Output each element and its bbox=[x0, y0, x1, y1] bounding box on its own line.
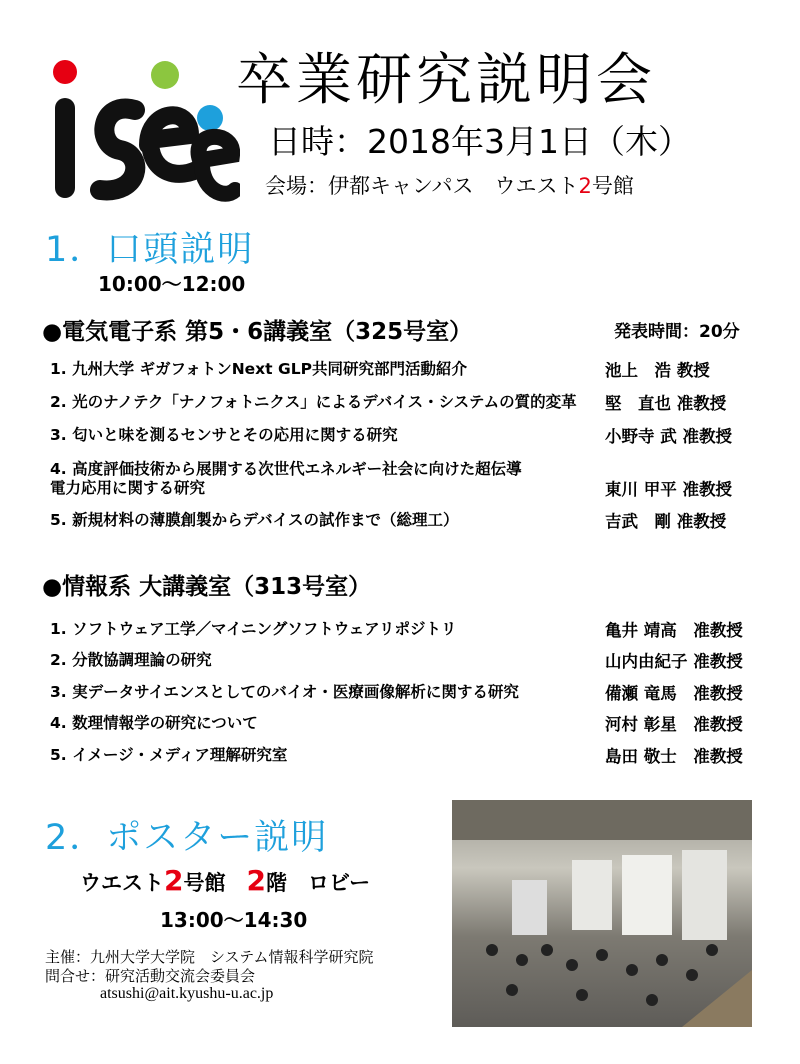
duration: 発表時間：20分 bbox=[614, 322, 740, 342]
oral-heading: 1．口頭説明 bbox=[45, 230, 255, 270]
presenter: 池上 浩 教授 bbox=[605, 361, 710, 380]
presenter: 備瀬 竜馬 准教授 bbox=[605, 684, 743, 703]
oral-time: 10:00～12:00 bbox=[98, 272, 246, 296]
list-item: 3. 実データサイエンスとしてのバイオ・医療画像解析に関する研究 bbox=[50, 683, 519, 701]
list-item: 1. 九州大学 ギガフォトンNext GLP共同研究部門活動紹介 bbox=[50, 360, 467, 378]
list-item: 4. 高度評価技術から展開する次世代エネルギー社会に向けた超伝導 bbox=[50, 460, 522, 478]
page-title: 卒業研究説明会 bbox=[236, 48, 656, 113]
list-item: 1. ソフトウェア工学／マイニングソフトウェアリポジトリ bbox=[50, 620, 457, 638]
list-item: 2. 分散協調理論の研究 bbox=[50, 651, 212, 669]
list-item: 5. 新規材料の薄膜創製からデバイスの試作まで（総理工） bbox=[50, 511, 459, 529]
presenter: 吉武 剛 准教授 bbox=[605, 512, 727, 531]
event-venue: 会場：伊都キャンパス ウエスト2号館 bbox=[265, 174, 634, 198]
contact-email[interactable]: atsushi@ait.kyushu-u.ac.jp bbox=[100, 985, 274, 1002]
event-date: 日時：2018年3月1日（木） bbox=[268, 122, 691, 161]
presenter: 河村 彰星 准教授 bbox=[605, 715, 743, 734]
list-item-cont: 電力応用に関する研究 bbox=[50, 479, 206, 497]
ee-room: ●電気電子系 第5・6講義室（325号室） bbox=[42, 319, 473, 345]
poster-location: ウエスト2号館 2階 ロビー bbox=[80, 864, 371, 897]
list-item: 2. 光のナノテク「ナノフォトニクス」によるデバイス・システムの質的変革 bbox=[50, 393, 577, 411]
presenter: 堅 直也 准教授 bbox=[605, 394, 727, 413]
info-room: ●情報系 大講義室（313号室） bbox=[42, 574, 372, 600]
list-item: 3. 匂いと味を測るセンサとその応用に関する研究 bbox=[50, 426, 398, 444]
isee-logo bbox=[40, 50, 240, 210]
presenter: 東川 甲平 准教授 bbox=[605, 480, 732, 499]
poster-heading: 2．ポスター説明 bbox=[45, 818, 329, 858]
presenter: 亀井 靖高 准教授 bbox=[605, 621, 743, 640]
poster-session-photo bbox=[452, 800, 752, 1027]
presenter: 山内由紀子 准教授 bbox=[605, 652, 743, 671]
poster-time: 13:00～14:30 bbox=[160, 908, 308, 932]
organizer: 主催：九州大学大学院 システム情報科学研究院 bbox=[45, 948, 374, 966]
contact: 問合せ：研究活動交流会委員会 bbox=[45, 967, 256, 985]
presenter: 小野寺 武 准教授 bbox=[605, 427, 732, 446]
list-item: 5. イメージ・メディア理解研究室 bbox=[50, 746, 288, 764]
list-item: 4. 数理情報学の研究について bbox=[50, 714, 258, 732]
presenter: 島田 敬士 准教授 bbox=[605, 747, 743, 766]
